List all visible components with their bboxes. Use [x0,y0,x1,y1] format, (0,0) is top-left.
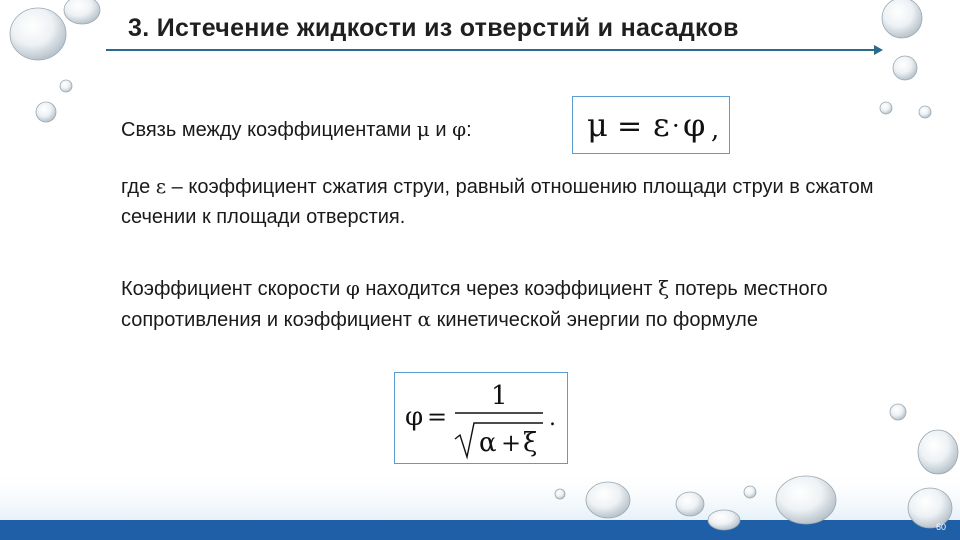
phi-symbol: φ [452,117,467,141]
formula-phi-numerator: 1 [491,381,508,411]
formula-phi [395,373,567,463]
velocity-part3: потерь местного сопротивления и коэффициент [121,278,828,331]
relation-colon: : [466,119,472,141]
formula-phi-plus: + [501,429,522,457]
formula-mu-comma: , [711,115,720,145]
relation-conjunction: и [429,119,453,141]
formula-phi-alpha: α [479,428,497,458]
alpha-symbol: α [417,307,432,331]
formula-phi-lhs: φ [405,402,424,432]
epsilon-definition [121,171,881,232]
title-underline [106,49,878,51]
definition-prefix: где [121,176,156,198]
formula-phi-box [394,372,568,464]
definition-body: – коэффициент сжатия струи, равный отношению площади струи в сжатом сечении к площади отверстия. [121,176,874,228]
formula-mu-lhs: μ [587,106,608,144]
phi-symbol-2: φ [345,276,360,300]
formula-mu-phi: φ [683,106,706,144]
page-number: 60 [935,522,946,532]
formula-phi-period: . [549,406,556,431]
velocity-coefficient-text [121,273,881,335]
formula-mu-equals: = [617,109,643,144]
formula-phi-equals: = [427,403,448,431]
mu-symbol: μ [416,117,430,141]
epsilon-symbol: ε [155,174,167,198]
velocity-part2: находится через коэффициент [359,278,659,300]
velocity-part4: кинетической энергии по формуле [431,309,758,331]
formula-mu-dot: · [672,112,680,140]
velocity-part1: Коэффициент скорости [121,278,346,300]
relation-label: Связь между коэффициентами [121,119,417,141]
title-arrow-icon [874,45,883,55]
relation-text [121,114,472,145]
formula-mu-eps: ε [653,106,670,144]
formula-phi-xi: ξ [523,428,538,458]
formula-mu [573,97,729,153]
slide-title: 3. Истечение жидкости из отверстий и насадков [128,14,739,42]
formula-mu-box [572,96,730,154]
xi-symbol: ξ [658,276,670,300]
